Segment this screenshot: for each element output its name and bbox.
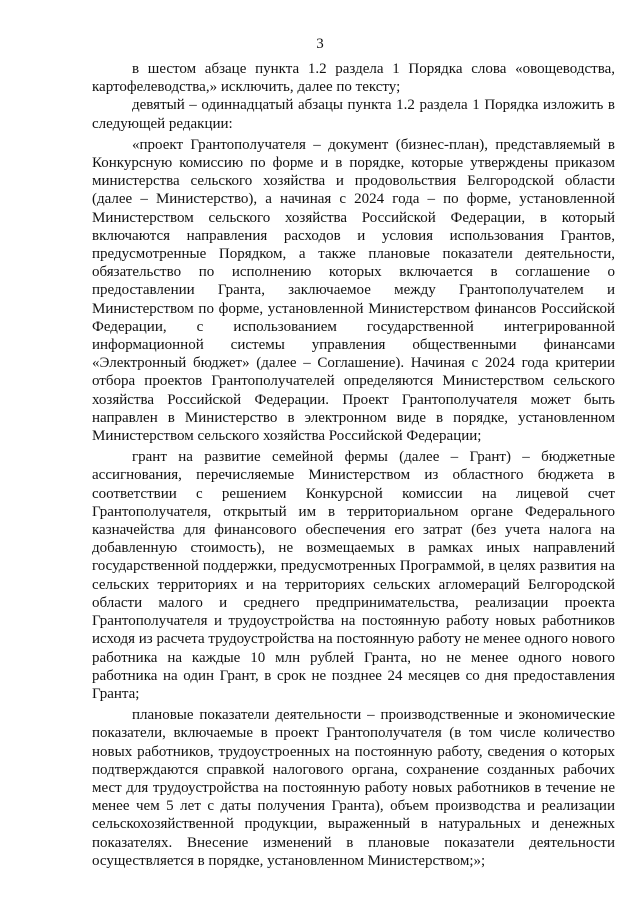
document-body — [92, 60, 615, 870]
paragraph-1: в шестом абзаце пункта 1.2 раздела 1 Порядка слова «овощеводства, картофелеводства,» исключить, далее по тексту; — [92, 61, 615, 96]
paragraph-5: плановые показатели деятельности – производственные и экономические показатели, включаемые в проект Грантополучателя (в том числе количество новых работников, трудоустроенных на постоянную работу, сведения о которых подтверждаются справкой налогового органа, сохранение созданных рабочих мест для трудоустройства на постоянную работу новых работников в течение не менее чем 5 лет с даты получения Гранта), объем производства и реализации сельскохозяйственной продукции, выраженный в натуральных и денежных показателях. Внесение изменений в плановые показатели деятельности осуществляется в порядке, установленном Министерством;»; — [92, 707, 615, 869]
paragraph-3: «проект Грантополучателя – документ (бизнес-план), представляемый в Конкурсную комиссию по форме и в порядке, которые утверждены приказом министерства сельского хозяйства и продовольствия Белгородской области (далее – Министерство), а начиная с 2024 года – по форме, установленной Министерством сельского хозяйства Российской Федерации, в который включаются направления расходов и условия использования Грантов, предусмотренные Порядком, а также плановые показатели деятельности, обязательство по исполнению которых включается в соглашение о предоставлении Гранта, заключаемое между Грантополучателем и Министерством по форме, установленной Министерством финансов Российской Федерации, с использованием государственной интегрированной информационной системы управления общественными финансами «Электронный бюджет» (далее – Соглашение). Начиная с 2024 года критерии отбора проектов Грантополучателей определяются Министерством сельского хозяйства Российской Федерации. Проект Грантополучателя может быть направлен в Министерство в электронном виде в порядке, установленном Министерством сельского хозяйства Российской Федерации; — [92, 136, 615, 445]
paragraph-2: девятый – одиннадцатый абзацы пункта 1.2 раздела 1 Порядка изложить в следующей редакции: — [92, 97, 615, 132]
page-number: 3 — [316, 36, 324, 52]
paragraph-4: грант на развитие семейной фермы (далее – Грант) – бюджетные ассигнования, перечисляемые Министерством из областного бюджета в соответствии с решением Конкурсной комиссии на лицевой счет Грантополучателя, открытый им в территориальном органе Федерального казначейства для финансового обеспечения его затрат (без учета налога на добавленную стоимость), не возмещаемых в рамках иных направлений государственной поддержки, предусмотренных Программой, в целях развития на сельских территориях и на территориях сельских агломераций Белгородской области малого и среднего предпринимательства, реализации проекта Грантополучателя и трудоустройства на постоянную работу новых работников исходя из расчета трудоустройства на постоянную работу не менее одного нового работника на каждые 10 млн рублей Гранта, но не менее одного нового работника на один Грант, в срок не позднее 24 месяцев со дня предоставления Гранта; — [92, 449, 615, 702]
